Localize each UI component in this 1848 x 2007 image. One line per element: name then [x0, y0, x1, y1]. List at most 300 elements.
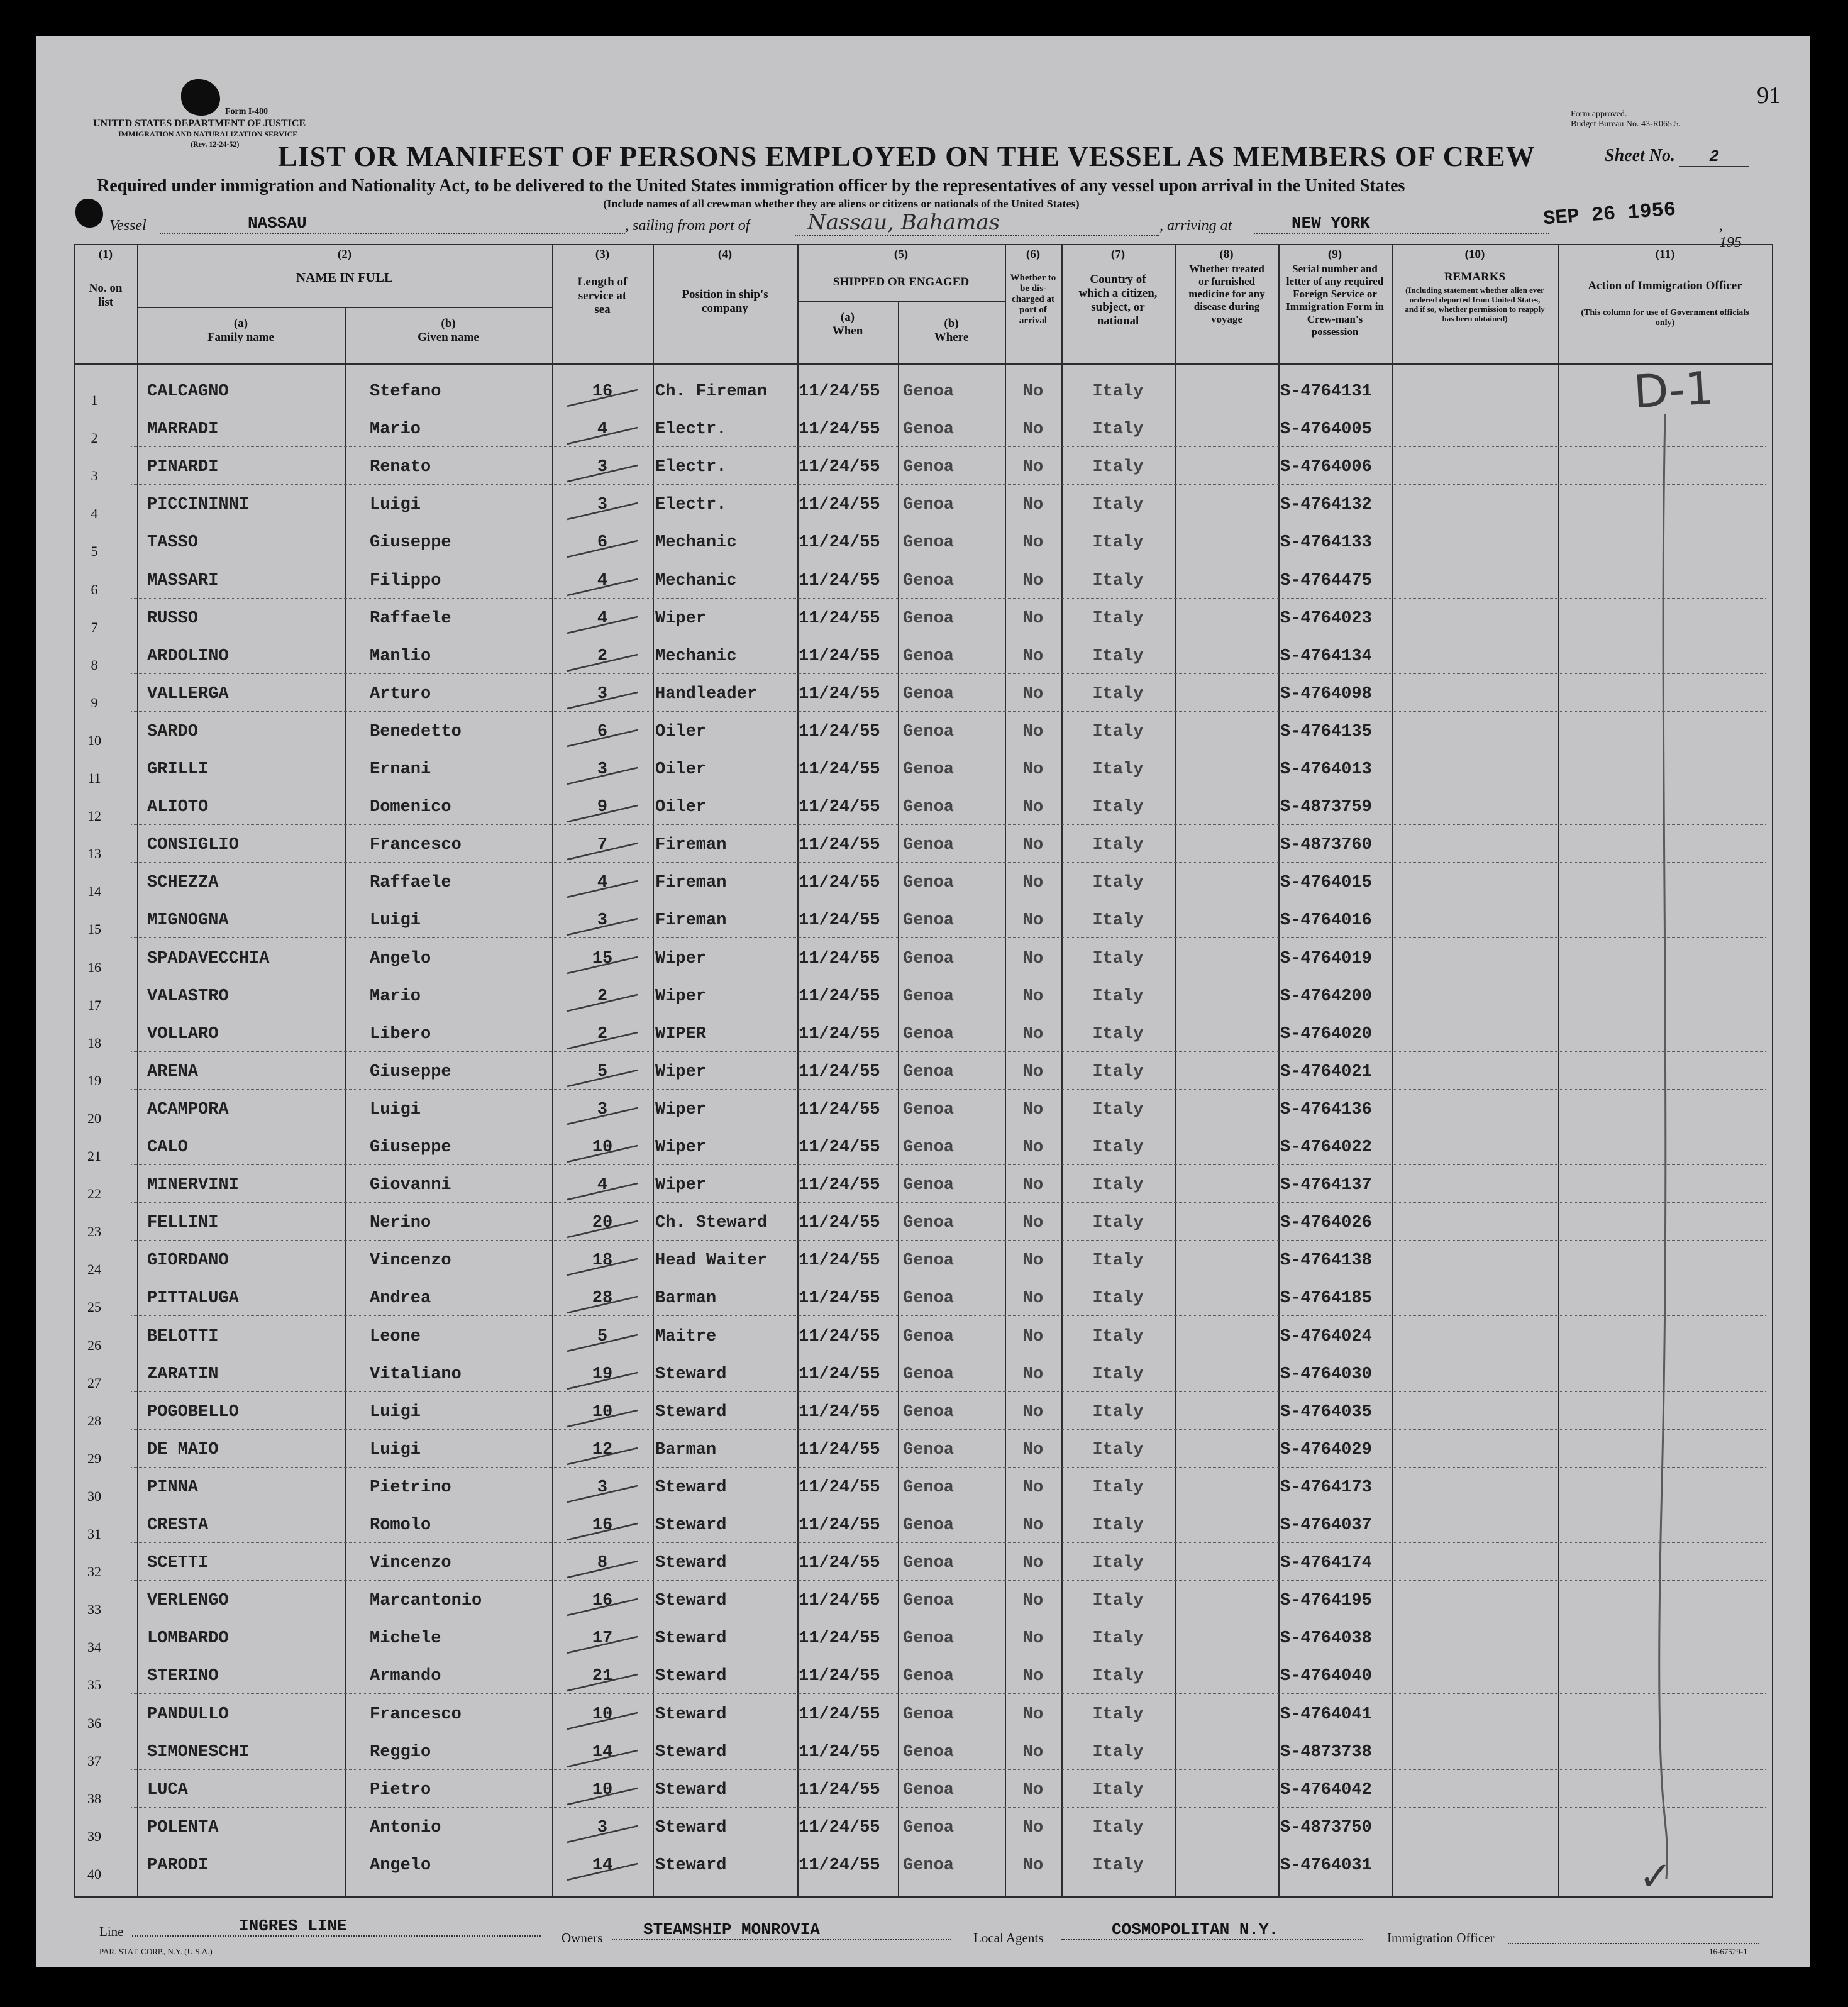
row-country: Italy	[1092, 1554, 1144, 1573]
row-serial: S-4764015	[1280, 873, 1372, 892]
service-slash-mark	[565, 1405, 640, 1430]
row-family: LUCA	[147, 1781, 188, 1800]
row-when: 11/24/55	[799, 1743, 880, 1762]
row-family: PITTALUGA	[147, 1289, 239, 1308]
row-where: Genoa	[903, 798, 954, 817]
row-rule	[131, 1315, 1766, 1316]
row-family: MARRADI	[147, 420, 219, 439]
row-serial: S-4873760	[1280, 836, 1372, 854]
annotation-d1: D-1	[1632, 361, 1715, 419]
col4-label: Position in ship's company	[682, 288, 768, 315]
service-slash-mark	[565, 1481, 640, 1506]
row-country: Italy	[1092, 1629, 1144, 1648]
service-slash-mark	[565, 1254, 640, 1279]
row-service: 2	[597, 1025, 608, 1044]
row-where: Genoa	[903, 1478, 954, 1497]
row-serial: S-4764030	[1280, 1365, 1372, 1384]
row-when: 11/24/55	[799, 1025, 880, 1044]
col2a-sub: (a)	[233, 317, 248, 330]
row-when: 11/24/55	[799, 647, 880, 666]
service-slash-mark	[565, 800, 640, 826]
row-position: Steward	[655, 1781, 727, 1800]
row-country: Italy	[1092, 760, 1144, 779]
row-when: 11/24/55	[799, 1440, 880, 1459]
owners-label: Owners	[562, 1930, 603, 1945]
row-position: Oiler	[655, 722, 707, 741]
row-serial: S-4764185	[1280, 1289, 1372, 1308]
row-serial: S-4764038	[1280, 1629, 1372, 1648]
row-discharged: No	[1022, 1365, 1044, 1384]
row-serial: S-4764019	[1280, 949, 1372, 968]
service-slash-mark	[565, 1556, 640, 1581]
row-where: Genoa	[903, 1176, 954, 1195]
row-number: 10	[87, 733, 101, 748]
row-position: Wiper	[655, 949, 707, 968]
row-discharged: No	[1022, 647, 1044, 666]
row-given: Raffaele	[370, 873, 451, 892]
row-serial: S-4764134	[1280, 647, 1372, 666]
service-slash-mark	[565, 385, 640, 410]
row-when: 11/24/55	[799, 798, 880, 817]
service-slash-mark	[565, 1065, 640, 1090]
row-serial: S-4764135	[1280, 722, 1372, 741]
row-given: Luigi	[370, 495, 421, 514]
row-when: 11/24/55	[799, 873, 880, 892]
row-rule	[131, 446, 1766, 447]
row-discharged: No	[1022, 1100, 1044, 1119]
row-service: 4	[597, 572, 608, 590]
row-when: 11/24/55	[799, 458, 880, 477]
row-position: Head Waiter	[655, 1251, 768, 1270]
col3-number: (3)	[595, 248, 610, 261]
row-position: Wiper	[655, 609, 707, 628]
row-discharged: No	[1022, 1856, 1044, 1875]
row-position: Fireman	[655, 873, 727, 892]
row-family: PINARDI	[147, 458, 219, 477]
row-family: ZARATIN	[147, 1365, 219, 1384]
row-service: 9	[597, 798, 608, 817]
service-slash-mark	[565, 536, 640, 561]
row-where: Genoa	[903, 1705, 954, 1724]
row-service: 15	[592, 949, 613, 968]
row-when: 11/24/55	[799, 1100, 880, 1119]
row-family: CRESTA	[147, 1516, 209, 1535]
row-when: 11/24/55	[799, 1138, 880, 1157]
row-number: 5	[91, 543, 98, 559]
row-discharged: No	[1022, 572, 1044, 590]
row-when: 11/24/55	[799, 1365, 880, 1384]
row-discharged: No	[1022, 1251, 1044, 1270]
service-slash-mark	[565, 990, 640, 1015]
row-family: CALCAGNO	[147, 382, 229, 401]
col8-number: (8)	[1219, 248, 1234, 261]
row-family: PICCININNI	[147, 495, 250, 514]
row-given: Giovanni	[370, 1176, 451, 1195]
row-country: Italy	[1092, 873, 1144, 892]
service-slash-mark	[565, 1368, 640, 1393]
row-given: Benedetto	[370, 722, 462, 741]
row-when: 11/24/55	[799, 1516, 880, 1535]
row-family: FELLINI	[147, 1214, 219, 1232]
printer-note: PAR. STAT. CORP., N.Y. (U.S.A.)	[99, 1947, 213, 1956]
row-number: 27	[87, 1375, 101, 1391]
row-when: 11/24/55	[799, 495, 880, 514]
row-where: Genoa	[903, 1327, 954, 1346]
row-serial: S-4764020	[1280, 1025, 1372, 1044]
row-discharged: No	[1022, 1554, 1044, 1573]
row-family: ALIOTO	[147, 798, 209, 817]
col5b-sub: (b)	[944, 317, 959, 330]
row-position: Steward	[655, 1403, 727, 1422]
row-number: 19	[87, 1073, 101, 1088]
service-slash-mark	[565, 574, 640, 599]
row-where: Genoa	[903, 1025, 954, 1044]
row-service: 10	[592, 1138, 613, 1157]
row-discharged: No	[1022, 1289, 1044, 1308]
row-country: Italy	[1092, 1440, 1144, 1459]
row-number: 24	[87, 1261, 101, 1277]
row-service: 5	[597, 1063, 608, 1081]
row-rule	[131, 1164, 1766, 1165]
row-country: Italy	[1092, 1667, 1144, 1686]
row-given: Andrea	[370, 1289, 431, 1308]
row-when: 11/24/55	[799, 987, 880, 1006]
row-discharged: No	[1022, 533, 1044, 552]
row-given: Luigi	[370, 911, 421, 930]
row-serial: S-4764131	[1280, 382, 1372, 401]
row-number: 29	[87, 1451, 101, 1466]
row-position: Steward	[655, 1629, 727, 1648]
row-country: Italy	[1092, 533, 1144, 552]
row-service: 2	[597, 647, 608, 666]
row-discharged: No	[1022, 760, 1044, 779]
col9-label: Serial number and letter of any required Foreign Service or Immigration Form in Crew-man's possession	[1286, 263, 1384, 338]
row-when: 11/24/55	[799, 1629, 880, 1648]
row-family: LOMBARDO	[147, 1629, 229, 1648]
row-serial: S-4764136	[1280, 1100, 1372, 1119]
service-slash-mark	[565, 1632, 640, 1657]
row-where: Genoa	[903, 572, 954, 590]
row-family: BELOTTI	[147, 1327, 219, 1346]
row-discharged: No	[1022, 949, 1044, 968]
row-when: 11/24/55	[799, 533, 880, 552]
sailing-label: , sailing from port of	[625, 218, 750, 234]
col9-number: (9)	[1327, 248, 1342, 261]
col11-label: Action of Immigration Officer	[1588, 279, 1742, 292]
row-position: Barman	[655, 1289, 717, 1308]
annotation-check: ✓	[1639, 1854, 1673, 1900]
row-position: Steward	[655, 1856, 727, 1875]
col5a-label: When	[832, 324, 863, 338]
row-where: Genoa	[903, 987, 954, 1006]
row-when: 11/24/55	[799, 609, 880, 628]
col6-number: (6)	[1026, 248, 1041, 261]
row-where: Genoa	[903, 1591, 954, 1610]
row-number: 28	[87, 1413, 101, 1429]
row-position: Fireman	[655, 836, 727, 854]
row-family: SCETTI	[147, 1554, 209, 1573]
row-where: Genoa	[903, 1063, 954, 1081]
col7-number: (7)	[1110, 248, 1126, 261]
row-family: TASSO	[147, 533, 199, 552]
include-note: (Include names of all crewman whether they are aliens or citizens or nationals of the United States)	[603, 197, 1080, 210]
row-discharged: No	[1022, 987, 1044, 1006]
row-country: Italy	[1092, 572, 1144, 590]
row-number: 35	[87, 1677, 101, 1693]
row-service: 3	[597, 685, 608, 704]
row-country: Italy	[1092, 1478, 1144, 1497]
col11-number: (11)	[1655, 248, 1675, 261]
row-given: Vincenzo	[370, 1251, 451, 1270]
row-given: Raffaele	[370, 609, 451, 628]
service-slash-mark	[565, 1027, 640, 1053]
local-agents-label: Local Agents	[973, 1930, 1044, 1945]
row-given: Manlio	[370, 647, 431, 666]
row-position: Steward	[655, 1591, 727, 1610]
row-when: 11/24/55	[799, 1478, 880, 1497]
col8-label: Whether treated or furnished medicine for any disease during voyage	[1188, 263, 1265, 325]
row-country: Italy	[1092, 911, 1144, 930]
crew-rows	[36, 36, 1810, 1967]
row-serial: S-4764040	[1280, 1667, 1372, 1686]
row-number: 17	[87, 997, 101, 1013]
footer	[99, 1901, 1772, 1958]
row-number: 39	[87, 1828, 101, 1844]
service-slash-mark	[565, 650, 640, 675]
row-position: Wiper	[655, 1100, 707, 1119]
row-number: 31	[87, 1526, 101, 1542]
row-number: 2	[91, 430, 98, 446]
row-number: 6	[91, 582, 98, 597]
row-rule	[131, 1807, 1766, 1808]
col5b-label: Where	[934, 331, 969, 344]
row-when: 11/24/55	[799, 911, 880, 930]
row-given: Mario	[370, 420, 421, 439]
row-where: Genoa	[903, 1214, 954, 1232]
row-family: DE MAIO	[147, 1440, 219, 1459]
row-given: Luigi	[370, 1440, 421, 1459]
service-slash-mark	[565, 1783, 640, 1808]
row-service: 16	[592, 382, 613, 401]
row-number: 13	[87, 846, 101, 861]
row-position: Barman	[655, 1440, 717, 1459]
row-position: Maitre	[655, 1327, 717, 1346]
row-given: Michele	[370, 1629, 441, 1648]
row-family: ARDOLINO	[147, 647, 229, 666]
row-position: Electr.	[655, 420, 727, 439]
service-slash-mark	[565, 498, 640, 523]
row-position: Steward	[655, 1818, 727, 1837]
row-serial: S-4764037	[1280, 1516, 1372, 1535]
service-slash-mark	[565, 914, 640, 939]
annotation-vertical-line	[1634, 414, 1684, 1891]
row-rule	[131, 673, 1766, 674]
manifest-sheet	[36, 36, 1810, 1967]
service-slash-mark	[565, 876, 640, 901]
row-given: Angelo	[370, 1856, 431, 1875]
row-position: Wiper	[655, 1176, 707, 1195]
row-where: Genoa	[903, 609, 954, 628]
arriving-port: NEW YORK	[1254, 214, 1549, 234]
row-rule	[131, 711, 1766, 712]
row-number: 15	[87, 921, 101, 937]
row-rule	[131, 862, 1766, 863]
row-service: 4	[597, 1176, 608, 1195]
row-rule	[131, 1542, 1766, 1543]
row-country: Italy	[1092, 1327, 1144, 1346]
row-serial: S-4764024	[1280, 1327, 1372, 1346]
col1-label: No. on list	[89, 282, 123, 309]
col3-label: Length of service at sea	[577, 275, 628, 316]
row-service: 3	[597, 1478, 608, 1497]
row-country: Italy	[1092, 458, 1144, 477]
row-country: Italy	[1092, 647, 1144, 666]
row-where: Genoa	[903, 1138, 954, 1157]
row-family: VERLENGO	[147, 1591, 229, 1610]
row-given: Romolo	[370, 1516, 431, 1535]
row-family: SCHEZZA	[147, 873, 219, 892]
local-agents-value: COSMOPOLITAN N.Y.	[1061, 1920, 1363, 1940]
row-family: RUSSO	[147, 609, 199, 628]
row-serial: S-4764133	[1280, 533, 1372, 552]
row-family: MASSARI	[147, 572, 219, 590]
row-service: 3	[597, 458, 608, 477]
form-code: 16-67529-1	[1709, 1947, 1747, 1956]
row-family: VOLLARO	[147, 1025, 219, 1044]
row-number: 11	[87, 770, 101, 786]
sheet-label-text: Sheet No.	[1605, 146, 1675, 165]
row-discharged: No	[1022, 685, 1044, 704]
row-service: 8	[597, 1554, 608, 1573]
row-given: Nerino	[370, 1214, 431, 1232]
row-serial: S-4764026	[1280, 1214, 1372, 1232]
row-position: Fireman	[655, 911, 727, 930]
row-where: Genoa	[903, 1629, 954, 1648]
row-serial: S-4873750	[1280, 1818, 1372, 1837]
sheet-number: 2	[1679, 147, 1749, 167]
row-serial: S-4873759	[1280, 798, 1372, 817]
row-family: POGOBELLO	[147, 1403, 239, 1422]
row-where: Genoa	[903, 420, 954, 439]
date-stamp: SEP 26 1956	[1542, 197, 1677, 231]
row-number: 12	[87, 808, 101, 824]
line-value: INGRES LINE	[132, 1916, 541, 1937]
row-family: ARENA	[147, 1063, 199, 1081]
row-discharged: No	[1022, 458, 1044, 477]
row-family: ACAMPORA	[147, 1100, 229, 1119]
row-serial: S-4764016	[1280, 911, 1372, 930]
service-slash-mark	[565, 1330, 640, 1355]
row-serial: S-4764137	[1280, 1176, 1372, 1195]
row-discharged: No	[1022, 1781, 1044, 1800]
row-discharged: No	[1022, 382, 1044, 401]
service-slash-mark	[565, 1708, 640, 1733]
row-country: Italy	[1092, 1063, 1144, 1081]
row-country: Italy	[1092, 1743, 1144, 1762]
row-rule	[131, 937, 1766, 938]
row-when: 11/24/55	[799, 1289, 880, 1308]
col5a-sub: (a)	[840, 311, 855, 324]
row-number: 34	[87, 1639, 101, 1655]
service-slash-mark	[565, 1216, 640, 1241]
row-when: 11/24/55	[799, 1327, 880, 1346]
row-family: VALLERGA	[147, 685, 229, 704]
row-service: 5	[597, 1327, 608, 1346]
row-service: 10	[592, 1781, 613, 1800]
form-approval-line2: Budget Bureau No. 43-R065.5.	[1571, 119, 1681, 129]
row-where: Genoa	[903, 911, 954, 930]
row-family: MINERVINI	[147, 1176, 239, 1195]
row-where: Genoa	[903, 1667, 954, 1686]
row-country: Italy	[1092, 609, 1144, 628]
row-serial: S-4764013	[1280, 760, 1372, 779]
col2-number: (2)	[337, 248, 352, 261]
service-slash-mark	[565, 1518, 640, 1544]
row-discharged: No	[1022, 1516, 1044, 1535]
row-country: Italy	[1092, 1818, 1144, 1837]
row-country: Italy	[1092, 1100, 1144, 1119]
row-service: 3	[597, 495, 608, 514]
row-country: Italy	[1092, 1289, 1144, 1308]
row-rule	[131, 1769, 1766, 1770]
row-serial: S-4764173	[1280, 1478, 1372, 1497]
row-serial: S-4764021	[1280, 1063, 1372, 1081]
row-where: Genoa	[903, 1289, 954, 1308]
col10-number: (10)	[1464, 248, 1485, 261]
service-slash-mark	[565, 1669, 640, 1695]
row-number: 7	[91, 619, 98, 635]
row-where: Genoa	[903, 1781, 954, 1800]
row-when: 11/24/55	[799, 572, 880, 590]
row-where: Genoa	[903, 1516, 954, 1535]
row-service: 2	[597, 987, 608, 1006]
row-where: Genoa	[903, 1100, 954, 1119]
row-country: Italy	[1092, 1214, 1144, 1232]
row-when: 11/24/55	[799, 685, 880, 704]
row-country: Italy	[1092, 1781, 1144, 1800]
service-slash-mark	[565, 1443, 640, 1468]
row-number: 20	[87, 1110, 101, 1126]
row-given: Reggio	[370, 1743, 431, 1762]
row-family: PARODI	[147, 1856, 209, 1875]
row-where: Genoa	[903, 1743, 954, 1762]
row-where: Genoa	[903, 685, 954, 704]
row-position: Mechanic	[655, 533, 737, 552]
row-service: 6	[597, 533, 608, 552]
row-serial: S-4764200	[1280, 987, 1372, 1006]
row-country: Italy	[1092, 987, 1144, 1006]
row-number: 38	[87, 1791, 101, 1806]
row-family: VALASTRO	[147, 987, 229, 1006]
service-slash-mark	[565, 1141, 640, 1166]
row-rule	[131, 1089, 1766, 1090]
row-service: 3	[597, 911, 608, 930]
row-given: Giuseppe	[370, 533, 451, 552]
row-when: 11/24/55	[799, 1591, 880, 1610]
row-where: Genoa	[903, 1554, 954, 1573]
row-given: Pietro	[370, 1781, 431, 1800]
row-position: Ch. Fireman	[655, 382, 768, 401]
row-position: Steward	[655, 1554, 727, 1573]
row-number: 1	[91, 392, 98, 408]
row-given: Luigi	[370, 1403, 421, 1422]
row-where: Genoa	[903, 722, 954, 741]
row-position: Steward	[655, 1365, 727, 1384]
row-number: 33	[87, 1601, 101, 1617]
row-family: CALO	[147, 1138, 188, 1157]
row-given: Vitaliano	[370, 1365, 462, 1384]
row-service: 20	[592, 1214, 613, 1232]
